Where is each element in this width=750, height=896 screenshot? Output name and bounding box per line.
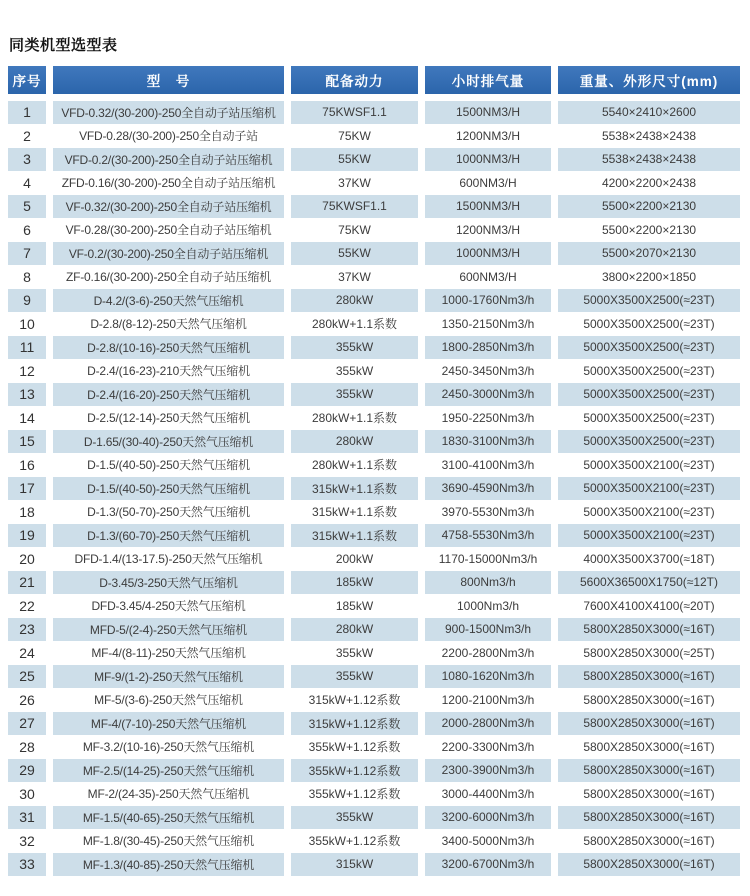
cell-hourly-displacement: 3100-4100Nm3/h bbox=[425, 454, 551, 477]
cell-hourly-displacement: 3970-5530Nm3/h bbox=[425, 501, 551, 524]
cell-weight-dimensions: 5000X3500X2100(≈23T) bbox=[558, 454, 740, 477]
table-row bbox=[8, 759, 742, 782]
cell-serial-number: 8 bbox=[8, 266, 46, 289]
cell-equipped-power: 315kW+1.1系数 bbox=[291, 524, 418, 547]
table-row bbox=[8, 360, 742, 383]
cell-model: D-1.3/(50-70)-250天然气压缩机 bbox=[53, 501, 284, 524]
cell-model: D-2.4/(16-23)-210天然气压缩机 bbox=[53, 360, 284, 383]
cell-weight-dimensions: 4000X3500X3700(≈18T) bbox=[558, 548, 740, 571]
cell-weight-dimensions: 5000X3500X2500(≈23T) bbox=[558, 313, 740, 336]
cell-weight-dimensions: 5000X3500X2500(≈23T) bbox=[558, 430, 740, 453]
table-row bbox=[8, 477, 742, 500]
cell-equipped-power: 355kW+1.12系数 bbox=[291, 736, 418, 759]
cell-model: MF-2.5/(14-25)-250天然气压缩机 bbox=[53, 759, 284, 782]
cell-model: VF-0.32/(30-200)-250全自动子站压缩机 bbox=[53, 195, 284, 218]
table-row bbox=[8, 454, 742, 477]
cell-weight-dimensions: 5000X3500X2100(≈23T) bbox=[558, 501, 740, 524]
cell-model: ZF-0.16/(30-200)-250全自动子站压缩机 bbox=[53, 266, 284, 289]
header-equipped-power: 配备动力 bbox=[291, 66, 418, 94]
cell-equipped-power: 75KW bbox=[291, 125, 418, 148]
cell-equipped-power: 55KW bbox=[291, 242, 418, 265]
cell-serial-number: 20 bbox=[8, 548, 46, 571]
cell-equipped-power: 315kW+1.1系数 bbox=[291, 501, 418, 524]
cell-equipped-power: 280kW bbox=[291, 289, 418, 312]
table-row bbox=[8, 595, 742, 618]
cell-model: MFD-5/(2-4)-250天然气压缩机 bbox=[53, 618, 284, 641]
table-row bbox=[8, 642, 742, 665]
cell-equipped-power: 355kW bbox=[291, 360, 418, 383]
cell-equipped-power: 355kW+1.12系数 bbox=[291, 830, 418, 853]
cell-equipped-power: 75KW bbox=[291, 219, 418, 242]
cell-serial-number: 12 bbox=[8, 360, 46, 383]
cell-weight-dimensions: 5000X3500X2100(≈23T) bbox=[558, 477, 740, 500]
cell-equipped-power: 280kW+1.1系数 bbox=[291, 454, 418, 477]
table-row bbox=[8, 665, 742, 688]
cell-model: MF-1.3/(40-85)-250天然气压缩机 bbox=[53, 853, 284, 876]
cell-serial-number: 7 bbox=[8, 242, 46, 265]
cell-model: DFD-3.45/4-250天然气压缩机 bbox=[53, 595, 284, 618]
cell-weight-dimensions: 5000X3500X2500(≈23T) bbox=[558, 383, 740, 406]
header-hourly-displacement: 小时排气量 bbox=[425, 66, 551, 94]
cell-serial-number: 27 bbox=[8, 712, 46, 735]
cell-model: D-1.65/(30-40)-250天然气压缩机 bbox=[53, 430, 284, 453]
cell-serial-number: 21 bbox=[8, 571, 46, 594]
cell-hourly-displacement: 2450-3000Nm3/h bbox=[425, 383, 551, 406]
cell-weight-dimensions: 5000X3500X2500(≈23T) bbox=[558, 360, 740, 383]
cell-model: D-4.2/(3-6)-250天然气压缩机 bbox=[53, 289, 284, 312]
cell-model: VFD-0.32/(30-200)-250全自动子站压缩机 bbox=[53, 101, 284, 124]
table-row bbox=[8, 571, 742, 594]
cell-weight-dimensions: 5800X2850X3000(≈16T) bbox=[558, 665, 740, 688]
cell-model: VF-0.2/(30-200)-250全自动子站压缩机 bbox=[53, 242, 284, 265]
table-row bbox=[8, 830, 742, 853]
table-row bbox=[8, 783, 742, 806]
cell-hourly-displacement: 2200-2800Nm3/h bbox=[425, 642, 551, 665]
cell-serial-number: 5 bbox=[8, 195, 46, 218]
table-row bbox=[8, 853, 742, 876]
cell-hourly-displacement: 2450-3450Nm3/h bbox=[425, 360, 551, 383]
cell-hourly-displacement: 1830-3100Nm3/h bbox=[425, 430, 551, 453]
cell-weight-dimensions: 7600X4100X4100(≈20T) bbox=[558, 595, 740, 618]
cell-equipped-power: 75KWSF1.1 bbox=[291, 101, 418, 124]
cell-weight-dimensions: 5538×2438×2438 bbox=[558, 148, 740, 171]
cell-model: MF-1.5/(40-65)-250天然气压缩机 bbox=[53, 806, 284, 829]
cell-model: MF-5/(3-6)-250天然气压缩机 bbox=[53, 689, 284, 712]
cell-serial-number: 31 bbox=[8, 806, 46, 829]
cell-model: MF-1.8/(30-45)-250天然气压缩机 bbox=[53, 830, 284, 853]
table-row bbox=[8, 689, 742, 712]
cell-serial-number: 6 bbox=[8, 219, 46, 242]
cell-hourly-displacement: 600NM3/H bbox=[425, 172, 551, 195]
cell-hourly-displacement: 1200-2100Nm3/h bbox=[425, 689, 551, 712]
table-row bbox=[8, 618, 742, 641]
table-row bbox=[8, 148, 742, 171]
cell-weight-dimensions: 5000X3500X2500(≈23T) bbox=[558, 289, 740, 312]
cell-hourly-displacement: 1500NM3/H bbox=[425, 101, 551, 124]
cell-model: MF-3.2/(10-16)-250天然气压缩机 bbox=[53, 736, 284, 759]
cell-hourly-displacement: 2000-2800Nm3/h bbox=[425, 712, 551, 735]
cell-serial-number: 14 bbox=[8, 407, 46, 430]
cell-serial-number: 17 bbox=[8, 477, 46, 500]
cell-serial-number: 23 bbox=[8, 618, 46, 641]
cell-equipped-power: 355kW bbox=[291, 642, 418, 665]
cell-model: MF-4/(7-10)-250天然气压缩机 bbox=[53, 712, 284, 735]
cell-equipped-power: 315kW+1.12系数 bbox=[291, 712, 418, 735]
header-weight-dimensions: 重量、外形尺寸(mm) bbox=[558, 66, 740, 94]
cell-model: VF-0.28/(30-200)-250全自动子站压缩机 bbox=[53, 219, 284, 242]
cell-serial-number: 28 bbox=[8, 736, 46, 759]
cell-hourly-displacement: 1000Nm3/h bbox=[425, 595, 551, 618]
cell-hourly-displacement: 1170-15000Nm3/h bbox=[425, 548, 551, 571]
cell-serial-number: 1 bbox=[8, 101, 46, 124]
table-row bbox=[8, 548, 742, 571]
cell-equipped-power: 280kW bbox=[291, 618, 418, 641]
cell-hourly-displacement: 1500NM3/H bbox=[425, 195, 551, 218]
cell-serial-number: 16 bbox=[8, 454, 46, 477]
cell-serial-number: 15 bbox=[8, 430, 46, 453]
cell-equipped-power: 185kW bbox=[291, 595, 418, 618]
cell-model: ZFD-0.16/(30-200)-250全自动子站压缩机 bbox=[53, 172, 284, 195]
cell-model: MF-9/(1-2)-250天然气压缩机 bbox=[53, 665, 284, 688]
cell-weight-dimensions: 5800X2850X3000(≈16T) bbox=[558, 736, 740, 759]
table-row bbox=[8, 125, 742, 148]
cell-serial-number: 30 bbox=[8, 783, 46, 806]
cell-equipped-power: 355kW bbox=[291, 336, 418, 359]
cell-model: VFD-0.2/(30-200)-250全自动子站压缩机 bbox=[53, 148, 284, 171]
cell-weight-dimensions: 5800X2850X3000(≈16T) bbox=[558, 689, 740, 712]
cell-weight-dimensions: 5500×2070×2130 bbox=[558, 242, 740, 265]
table-row bbox=[8, 101, 742, 124]
cell-hourly-displacement: 3200-6000Nm3/h bbox=[425, 806, 551, 829]
cell-model: D-3.45/3-250天然气压缩机 bbox=[53, 571, 284, 594]
cell-hourly-displacement: 1200NM3/H bbox=[425, 125, 551, 148]
cell-equipped-power: 37KW bbox=[291, 172, 418, 195]
cell-serial-number: 18 bbox=[8, 501, 46, 524]
cell-serial-number: 33 bbox=[8, 853, 46, 876]
cell-hourly-displacement: 3690-4590Nm3/h bbox=[425, 477, 551, 500]
cell-model: MF-2/(24-35)-250天然气压缩机 bbox=[53, 783, 284, 806]
cell-weight-dimensions: 5000X3500X2500(≈23T) bbox=[558, 407, 740, 430]
cell-equipped-power: 185kW bbox=[291, 571, 418, 594]
table-row bbox=[8, 172, 742, 195]
table-row bbox=[8, 501, 742, 524]
cell-serial-number: 10 bbox=[8, 313, 46, 336]
table-row bbox=[8, 407, 742, 430]
cell-hourly-displacement: 1800-2850Nm3/h bbox=[425, 336, 551, 359]
cell-equipped-power: 55KW bbox=[291, 148, 418, 171]
cell-weight-dimensions: 3800×2200×1850 bbox=[558, 266, 740, 289]
cell-equipped-power: 355kW bbox=[291, 383, 418, 406]
cell-hourly-displacement: 2200-3300Nm3/h bbox=[425, 736, 551, 759]
cell-hourly-displacement: 4758-5530Nm3/h bbox=[425, 524, 551, 547]
cell-weight-dimensions: 5800X2850X3000(≈16T) bbox=[558, 830, 740, 853]
header-model: 型 号 bbox=[53, 66, 284, 94]
cell-hourly-displacement: 1000NM3/H bbox=[425, 148, 551, 171]
cell-serial-number: 13 bbox=[8, 383, 46, 406]
cell-weight-dimensions: 5800X2850X3000(≈16T) bbox=[558, 618, 740, 641]
table-row bbox=[8, 430, 742, 453]
cell-serial-number: 3 bbox=[8, 148, 46, 171]
table-row bbox=[8, 524, 742, 547]
cell-serial-number: 22 bbox=[8, 595, 46, 618]
cell-model: D-2.5/(12-14)-250天然气压缩机 bbox=[53, 407, 284, 430]
table-row bbox=[8, 806, 742, 829]
cell-equipped-power: 280kW+1.1系数 bbox=[291, 407, 418, 430]
table-body bbox=[8, 101, 742, 876]
cell-serial-number: 26 bbox=[8, 689, 46, 712]
cell-equipped-power: 37KW bbox=[291, 266, 418, 289]
cell-model: D-1.5/(40-50)-250天然气压缩机 bbox=[53, 454, 284, 477]
cell-hourly-displacement: 3400-5000Nm3/h bbox=[425, 830, 551, 853]
cell-serial-number: 24 bbox=[8, 642, 46, 665]
table-row bbox=[8, 219, 742, 242]
cell-weight-dimensions: 5800X2850X3000(≈16T) bbox=[558, 783, 740, 806]
cell-equipped-power: 315kW+1.1系数 bbox=[291, 477, 418, 500]
cell-equipped-power: 355kW bbox=[291, 665, 418, 688]
cell-hourly-displacement: 1000-1760Nm3/h bbox=[425, 289, 551, 312]
cell-weight-dimensions: 5000X3500X2500(≈23T) bbox=[558, 336, 740, 359]
cell-weight-dimensions: 5538×2438×2438 bbox=[558, 125, 740, 148]
header-serial-number: 序号 bbox=[8, 66, 46, 94]
cell-serial-number: 2 bbox=[8, 125, 46, 148]
cell-model: VFD-0.28/(30-200)-250全自动子站 bbox=[53, 125, 284, 148]
table-row bbox=[8, 736, 742, 759]
cell-serial-number: 29 bbox=[8, 759, 46, 782]
cell-hourly-displacement: 600NM3/H bbox=[425, 266, 551, 289]
cell-weight-dimensions: 5800X2850X3000(≈16T) bbox=[558, 806, 740, 829]
cell-model: D-2.4/(16-20)-250天然气压缩机 bbox=[53, 383, 284, 406]
cell-weight-dimensions: 5500×2200×2130 bbox=[558, 195, 740, 218]
table-row bbox=[8, 336, 742, 359]
cell-serial-number: 25 bbox=[8, 665, 46, 688]
cell-equipped-power: 75KWSF1.1 bbox=[291, 195, 418, 218]
cell-serial-number: 11 bbox=[8, 336, 46, 359]
table-row bbox=[8, 266, 742, 289]
cell-equipped-power: 355kW bbox=[291, 806, 418, 829]
cell-hourly-displacement: 3000-4400Nm3/h bbox=[425, 783, 551, 806]
table-row bbox=[8, 289, 742, 312]
cell-hourly-displacement: 1080-1620Nm3/h bbox=[425, 665, 551, 688]
cell-hourly-displacement: 800Nm3/h bbox=[425, 571, 551, 594]
cell-model: DFD-1.4/(13-17.5)-250天然气压缩机 bbox=[53, 548, 284, 571]
cell-equipped-power: 355kW+1.12系数 bbox=[291, 759, 418, 782]
table-row bbox=[8, 195, 742, 218]
cell-hourly-displacement: 1000NM3/H bbox=[425, 242, 551, 265]
table-row bbox=[8, 712, 742, 735]
cell-weight-dimensions: 5800X2850X3000(≈25T) bbox=[558, 642, 740, 665]
cell-weight-dimensions: 5800X2850X3000(≈16T) bbox=[558, 853, 740, 876]
table-row bbox=[8, 383, 742, 406]
cell-weight-dimensions: 5000X3500X2100(≈23T) bbox=[558, 524, 740, 547]
cell-weight-dimensions: 5500×2200×2130 bbox=[558, 219, 740, 242]
cell-equipped-power: 200kW bbox=[291, 548, 418, 571]
cell-hourly-displacement: 1200NM3/H bbox=[425, 219, 551, 242]
cell-weight-dimensions: 5800X2850X3000(≈16T) bbox=[558, 712, 740, 735]
cell-weight-dimensions: 4200×2200×2438 bbox=[558, 172, 740, 195]
model-selection-table bbox=[8, 66, 742, 876]
cell-hourly-displacement: 3200-6700Nm3/h bbox=[425, 853, 551, 876]
cell-weight-dimensions: 5540×2410×2600 bbox=[558, 101, 740, 124]
cell-model: D-1.3/(60-70)-250天然气压缩机 bbox=[53, 524, 284, 547]
cell-equipped-power: 315kW bbox=[291, 853, 418, 876]
cell-hourly-displacement: 1950-2250Nm3/h bbox=[425, 407, 551, 430]
cell-model: D-2.8/(8-12)-250天然气压缩机 bbox=[53, 313, 284, 336]
cell-serial-number: 9 bbox=[8, 289, 46, 312]
cell-serial-number: 32 bbox=[8, 830, 46, 853]
cell-weight-dimensions: 5600X36500X1750(≈12T) bbox=[558, 571, 740, 594]
cell-model: MF-4/(8-11)-250天然气压缩机 bbox=[53, 642, 284, 665]
cell-weight-dimensions: 5800X2850X3000(≈16T) bbox=[558, 759, 740, 782]
cell-equipped-power: 355kW+1.12系数 bbox=[291, 783, 418, 806]
cell-hourly-displacement: 2300-3900Nm3/h bbox=[425, 759, 551, 782]
table-row bbox=[8, 313, 742, 336]
cell-model: D-2.8/(10-16)-250天然气压缩机 bbox=[53, 336, 284, 359]
cell-hourly-displacement: 900-1500Nm3/h bbox=[425, 618, 551, 641]
cell-equipped-power: 280kW bbox=[291, 430, 418, 453]
cell-model: D-1.5/(40-50)-250天然气压缩机 bbox=[53, 477, 284, 500]
table-header-row bbox=[8, 66, 742, 94]
cell-equipped-power: 280kW+1.1系数 bbox=[291, 313, 418, 336]
cell-serial-number: 19 bbox=[8, 524, 46, 547]
table-row bbox=[8, 242, 742, 265]
cell-equipped-power: 315kW+1.12系数 bbox=[291, 689, 418, 712]
cell-hourly-displacement: 1350-2150Nm3/h bbox=[425, 313, 551, 336]
page-title: 同类机型选型表 bbox=[9, 37, 118, 54]
cell-serial-number: 4 bbox=[8, 172, 46, 195]
